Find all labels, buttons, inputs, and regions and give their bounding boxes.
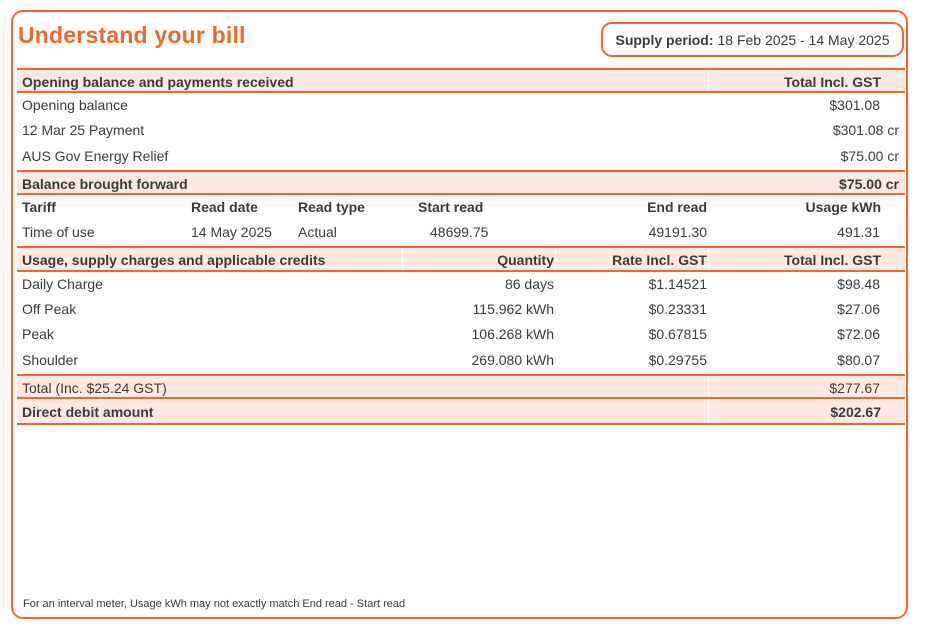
usage-value: 491.31 [837, 224, 880, 240]
charge-total: $98.48 [837, 276, 880, 292]
reads-header-row [17, 199, 905, 221]
col-header-read-type: Read type [298, 199, 365, 215]
footnote: For an interval meter, Usage kWh may not exactly match End read - Start read [23, 598, 406, 610]
charge-rate: $0.23331 [648, 301, 707, 317]
table-row [17, 326, 905, 351]
charge-rate: $0.67815 [648, 326, 707, 342]
row-amount: $301.08 cr [832, 122, 899, 138]
col-header-total: Total Incl. GST [784, 252, 881, 268]
charge-total: $80.07 [837, 352, 880, 368]
charge-quantity: 106.268 kWh [471, 326, 554, 342]
col-header-quantity: Quantity [497, 252, 554, 268]
row-amount: $301.08 [829, 97, 880, 113]
col-header-rate: Rate Incl. GST [612, 252, 707, 268]
read-type-value: Actual [298, 224, 337, 240]
charge-rate: $0.29755 [648, 352, 707, 368]
charge-label: Peak [22, 326, 54, 342]
table-row [17, 122, 905, 147]
charge-quantity: 86 days [504, 276, 554, 292]
charge-total: $27.06 [837, 301, 880, 317]
row-label: Opening balance [22, 97, 128, 113]
row-amount: $75.00 cr [840, 148, 899, 164]
opening-section-title: Opening balance and payments received [22, 74, 294, 90]
charge-label: Shoulder [22, 352, 79, 368]
col-header-start-read: Start read [418, 199, 484, 215]
usage-section-title: Usage, supply charges and applicable credits [22, 252, 326, 268]
total-label: Total (Inc. $25.24 GST) [22, 380, 167, 396]
charge-label: Off Peak [22, 301, 77, 317]
tariff-value: Time of use [22, 224, 95, 240]
reads-row [17, 224, 905, 246]
supply-period-badge [601, 22, 904, 57]
balance-forward-label: Balance brought forward [22, 176, 188, 192]
start-read-value: 48699.75 [430, 224, 489, 240]
direct-debit-amount: $202.67 [830, 404, 881, 420]
direct-debit-label: Direct debit amount [22, 404, 154, 420]
col-header-tariff: Tariff [22, 199, 56, 215]
table-row [17, 148, 905, 170]
row-label: AUS Gov Energy Relief [22, 148, 169, 164]
charge-quantity: 115.962 kWh [472, 301, 554, 317]
balance-forward-amount: $75.00 cr [839, 176, 899, 192]
usage-section-header [17, 246, 905, 272]
total-row [17, 374, 905, 399]
charge-label: Daily Charge [22, 276, 103, 292]
col-header-end-read: End read [647, 199, 707, 215]
charge-rate: $1.14521 [648, 276, 707, 292]
col-header-usage: Usage kWh [805, 199, 881, 215]
col-header-read-date: Read date [191, 199, 258, 215]
opening-section-header [17, 68, 905, 93]
direct-debit-row [17, 399, 905, 425]
table-row [17, 97, 905, 122]
table-row [17, 276, 905, 301]
table-row [17, 352, 905, 374]
end-read-value: 49191.30 [648, 224, 707, 240]
total-amount: $277.67 [829, 380, 880, 396]
read-date-value: 14 May 2025 [191, 224, 272, 240]
charge-total: $72.06 [837, 326, 880, 342]
supply-period-label: Supply period: [615, 31, 714, 48]
opening-total-header: Total Incl. GST [784, 74, 881, 90]
charge-quantity: 269.080 kWh [471, 352, 554, 368]
page-title: Understand your bill [18, 22, 246, 48]
row-label: 12 Mar 25 Payment [22, 122, 145, 138]
table-row [17, 301, 905, 326]
supply-period-value: 18 Feb 2025 - 14 May 2025 [717, 31, 890, 48]
balance-forward-row [17, 170, 905, 195]
